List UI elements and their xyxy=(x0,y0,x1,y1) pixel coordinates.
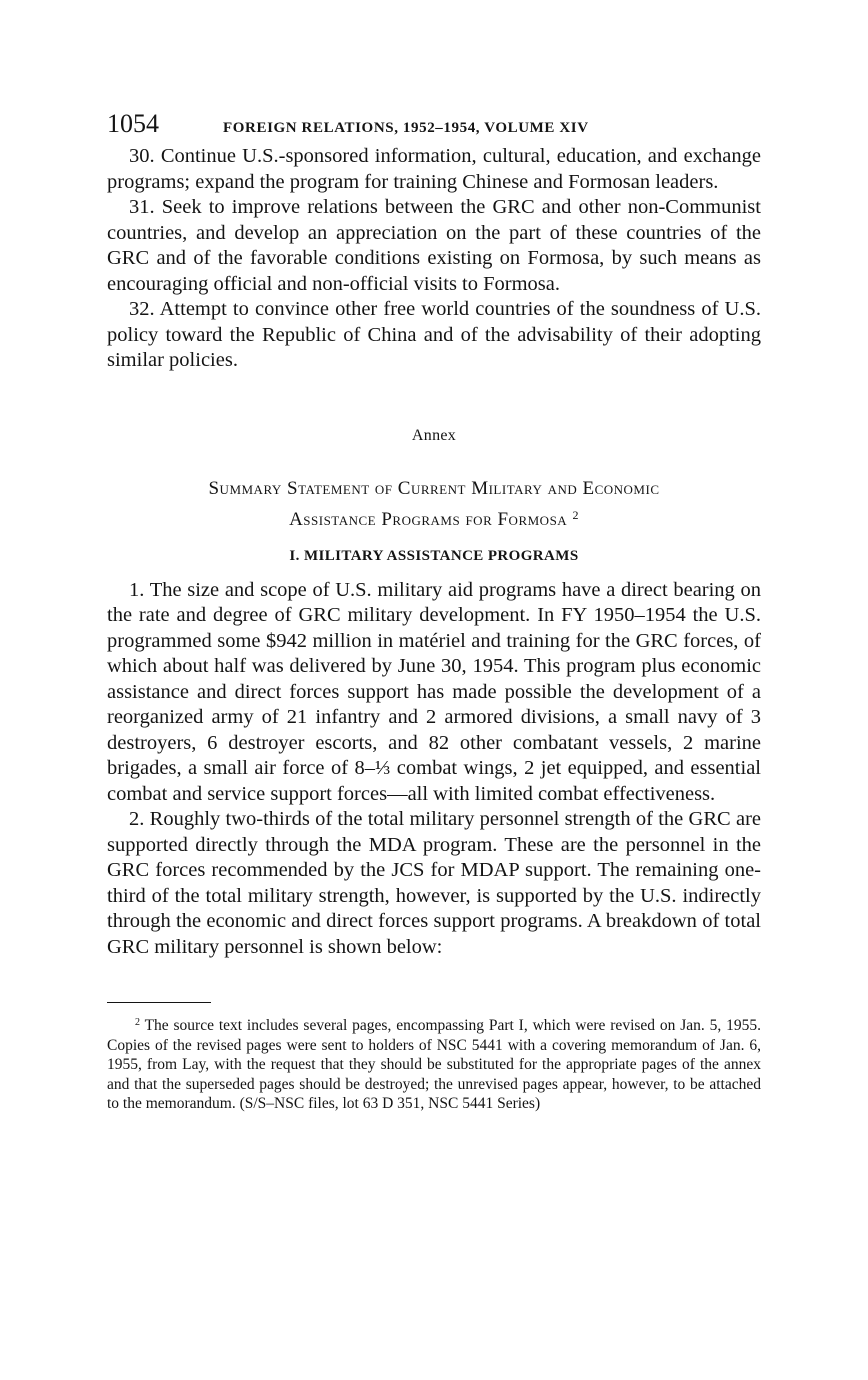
policy-paragraphs xyxy=(107,144,761,374)
annex-title-line-2-wrapper xyxy=(107,502,761,533)
annex-paragraph-1: 1. The size and scope of U.S. military aid programs have a direct bearing on the rate and degree of GRC military development. In FY 1950–1954 the U.S. programmed some $942 million in matériel and training for the GRC forces, of which about half was delivered by June 30, 1954. This program plus economic assistance and direct forces support has made possible the development of a reorganized army of 21 infantry and 2 armored divisions, a small navy of 3 destroyers, 6 destroyer escorts, and 82 other combatant vessels, 2 marine brigades, a small air force of 8–⅓ combat wings, 2 jet equipped, and essential combat and service support forces—all with limited combat effectiveness. xyxy=(107,578,761,805)
paragraph-31: 31. Seek to improve relations between the GRC and other non-Communist countries, and develop an appreciation on the part of these countries of the GRC and of the favorable conditions existing on Formosa, by such means as encouraging official and non-official visits to Formosa. xyxy=(107,196,761,295)
annex-paragraph-2: 2. Roughly two-thirds of the total military personnel strength of the GRC are supported directly through the MDA program. These are the personnel in the GRC forces recommended by the JCS for MDAP support. The remaining one-third of the total military strength, however, is supported by the U.S. indirectly through the economic and direct forces support programs. A breakdown of total GRC military personnel is shown below: xyxy=(107,808,761,958)
annex-paragraphs xyxy=(107,578,761,961)
paragraph-32: 32. Attempt to convince other free world countries of the soundness of U.S. policy toward the Republic of China and of the advisability of their adopting similar policies. xyxy=(107,298,761,371)
footnote-text: The source text includes several pages, encompassing Part I, which were revised on Jan. 5, 1955. Copies of the revised pages were sent to holders of NSC 5441 with a covering memorandum of Jan. 6, 1955, from Lay, with the request that they should be substituted for the appropriate pages of the annex and that the superseded pages should be destroyed; the unrevised pages appear, however, to be attached to the memorandum. (S/S–NSC files, lot 63 D 351, NSC 5441 Series) xyxy=(107,1017,761,1112)
footnote-marker: 2 xyxy=(135,1017,140,1028)
annex-label: Annex xyxy=(411,426,457,444)
annex-title xyxy=(107,476,761,533)
annex-title-line-1: Summary Statement of Current Military and Economic xyxy=(208,477,660,499)
document-page xyxy=(107,108,761,1114)
paragraph-30: 30. Continue U.S.-sponsored information, cultural, education, and exchange programs; expand the program for training Chinese and Formosan leaders. xyxy=(107,145,761,193)
footnote-reference: 2 xyxy=(572,507,579,522)
page-number: 1054 xyxy=(107,109,159,138)
section-heading: I. MILITARY ASSISTANCE PROGRAMS xyxy=(289,547,579,564)
annex-title-line-2: Assistance Programs for Formosa xyxy=(289,508,568,530)
running-header xyxy=(107,108,761,144)
series-title: FOREIGN RELATIONS, 1952–1954, VOLUME XIV xyxy=(223,120,589,136)
footnote-divider xyxy=(107,1002,211,1003)
footnote xyxy=(107,1013,761,1114)
